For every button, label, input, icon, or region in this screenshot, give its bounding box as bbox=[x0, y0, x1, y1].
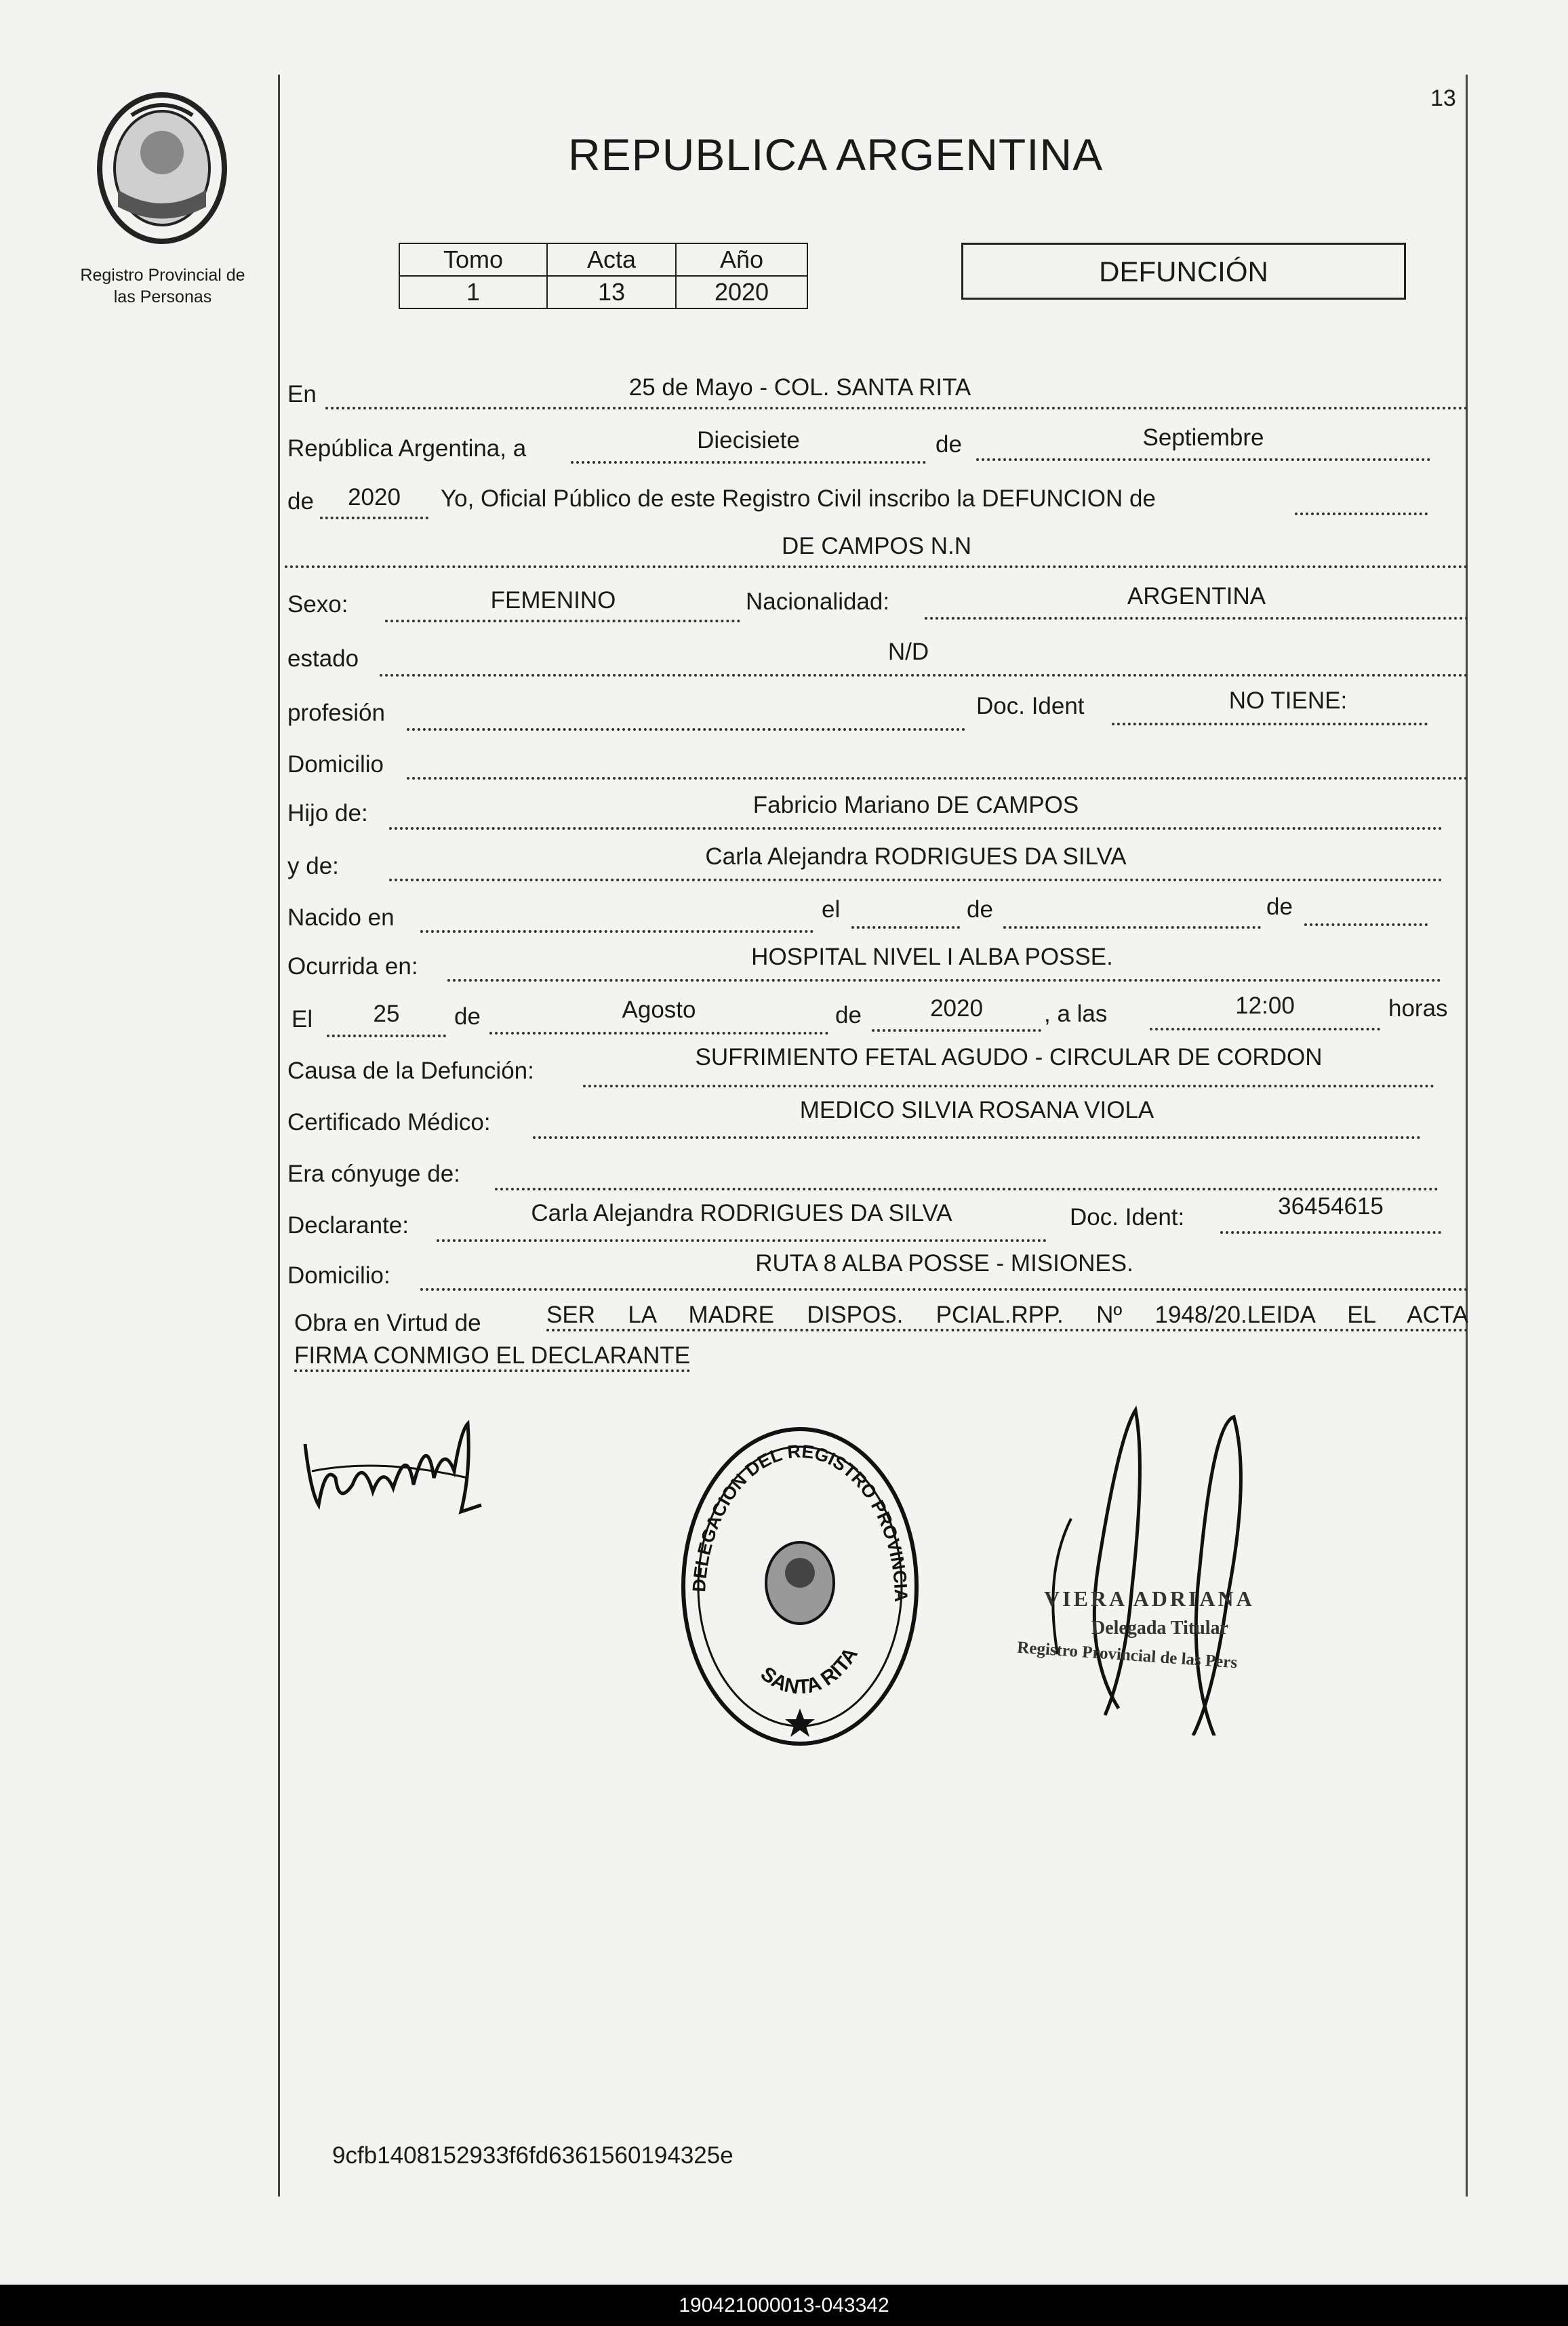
value-year: 2020 bbox=[348, 484, 401, 510]
value-father: Fabricio Mariano DE CAMPOS bbox=[752, 792, 1079, 818]
dots-nacionalidad bbox=[925, 617, 1468, 620]
label-profesion: profesión bbox=[287, 700, 385, 726]
label-sexo: Sexo: bbox=[287, 591, 348, 618]
acta-value: 13 bbox=[547, 276, 676, 308]
record-table bbox=[399, 243, 808, 309]
dots-declarante bbox=[437, 1239, 1047, 1242]
dots-nacido-ano bbox=[1304, 923, 1428, 926]
value-death-day: 25 bbox=[373, 1001, 400, 1027]
label-decl-domicilio: Domicilio: bbox=[287, 1262, 390, 1289]
value-place-of-death: HOSPITAL NIVEL I ALBA POSSE. bbox=[751, 944, 1113, 970]
document-type-box: DEFUNCIÓN bbox=[961, 243, 1406, 300]
dots-certificado bbox=[533, 1136, 1421, 1139]
svg-text:SANTA RITA bbox=[757, 1643, 862, 1698]
label-de: de bbox=[936, 431, 962, 458]
label-domicilio: Domicilio bbox=[287, 751, 384, 778]
dots-year bbox=[320, 517, 428, 519]
provincial-registry-logo bbox=[91, 88, 233, 251]
label-causa: Causa de la Defunción: bbox=[287, 1058, 534, 1084]
value-obra-line1: SER LA MADRE DISPOS. PCIAL.RPP. Nº 1948/20.LEIDA EL ACTA bbox=[546, 1302, 1468, 1331]
label-obra: Obra en Virtud de bbox=[294, 1310, 481, 1336]
dots-y-de bbox=[389, 879, 1443, 881]
label-doc-ident: Doc. Ident bbox=[976, 693, 1085, 719]
value-sex: FEMENINO bbox=[490, 587, 616, 614]
dots-day bbox=[571, 461, 926, 464]
tomo-value: 1 bbox=[399, 276, 547, 308]
label-estado: estado bbox=[287, 645, 359, 672]
label-declarante: Declarante: bbox=[287, 1212, 409, 1239]
label-y-de: y de: bbox=[287, 853, 339, 879]
value-deceased-name: DE CAMPOS N.N bbox=[781, 533, 972, 559]
value-death-month: Agosto bbox=[622, 997, 696, 1023]
dots-doc-ident bbox=[1112, 723, 1428, 725]
label-decl-doc: Doc. Ident: bbox=[1070, 1204, 1185, 1230]
ano-value: 2020 bbox=[676, 276, 807, 308]
dots-month bbox=[976, 458, 1430, 461]
value-day-words: Diecisiete bbox=[697, 427, 800, 454]
label-yo: Yo, Oficial Público de este Registro Civil inscribo la DEFUNCION de bbox=[441, 485, 1156, 512]
dots-hijo-de bbox=[389, 827, 1443, 830]
value-place: 25 de Mayo - COL. SANTA RITA bbox=[628, 374, 971, 401]
dots-nacido-en bbox=[420, 930, 813, 933]
label-de-b: de bbox=[1266, 894, 1293, 920]
label-certificado: Certificado Médico: bbox=[287, 1109, 491, 1136]
value-cause: SUFRIMIENTO FETAL AGUDO - CIRCULAR DE CORDON bbox=[695, 1044, 1323, 1070]
dots-death-time bbox=[1150, 1028, 1380, 1030]
registry-name-line1: Registro Provincial de bbox=[80, 266, 245, 285]
value-declarant-doc: 36454615 bbox=[1278, 1193, 1384, 1220]
right-margin-line bbox=[1466, 75, 1468, 2197]
label-horas: horas bbox=[1388, 995, 1448, 1022]
document-hash: 9cfb1408152933f6fd6361560194325e bbox=[332, 2142, 733, 2169]
document-title: REPUBLICA ARGENTINA bbox=[568, 129, 1104, 180]
value-death-year: 2020 bbox=[930, 995, 983, 1022]
value-declarant-address: RUTA 8 ALBA POSSE - MISIONES. bbox=[755, 1250, 1133, 1277]
dots-estado bbox=[380, 674, 1468, 677]
dots-deceased bbox=[285, 565, 1468, 568]
page-number: 13 bbox=[1430, 85, 1456, 111]
dots-death-year bbox=[872, 1029, 1041, 1032]
delegate-stamp bbox=[1017, 1586, 1329, 1702]
dots-yo bbox=[1295, 513, 1428, 515]
label-de-month: de bbox=[835, 1002, 862, 1028]
label-el: el bbox=[822, 896, 841, 923]
label-de-a: de bbox=[967, 896, 993, 923]
value-civil-status: N/D bbox=[887, 639, 929, 665]
stamp-inner-text: SANTA RITA bbox=[756, 1643, 862, 1699]
label-conyuge: Era cónyuge de: bbox=[287, 1161, 460, 1187]
delegate-title: Delegada Titular bbox=[1091, 1618, 1228, 1639]
delegate-registry: Registro Provincial de las Pers bbox=[1016, 1638, 1239, 1672]
footer-id-bar: 190421000013-043342 bbox=[0, 2285, 1568, 2326]
value-mother: Carla Alejandra RODRIGUES DA SILVA bbox=[705, 843, 1127, 870]
value-death-time: 12:00 bbox=[1235, 992, 1295, 1019]
label-nacionalidad: Nacionalidad: bbox=[746, 588, 890, 615]
dots-decl-doc bbox=[1220, 1231, 1441, 1234]
dots-death-day bbox=[327, 1035, 446, 1037]
value-nationality: ARGENTINA bbox=[1127, 583, 1266, 609]
label-en: En bbox=[287, 381, 317, 407]
stamp-ring-text: DELEGACION DEL REGISTRO PROVINCIA bbox=[689, 1441, 912, 1603]
dots-nacido-mes bbox=[1003, 926, 1261, 929]
dots-death-month bbox=[489, 1032, 828, 1035]
label-nacido-en: Nacido en bbox=[287, 904, 395, 931]
label-a-las: , a las bbox=[1044, 1001, 1108, 1027]
label-republica: República Argentina, a bbox=[287, 435, 527, 462]
label-el-day: El bbox=[292, 1006, 313, 1032]
value-obra-line2: FIRMA CONMIGO EL DECLARANTE bbox=[294, 1342, 690, 1372]
delegation-stamp bbox=[678, 1424, 922, 1749]
left-margin-line bbox=[278, 75, 280, 2197]
registry-name-line2: las Personas bbox=[113, 287, 212, 306]
label-de-year: de bbox=[287, 488, 314, 515]
dots-ocurrida-en bbox=[447, 979, 1441, 982]
value-month-words: Septiembre bbox=[1142, 424, 1264, 451]
dots-domicilio bbox=[407, 777, 1468, 780]
dots-causa bbox=[583, 1085, 1434, 1087]
dots-sexo bbox=[385, 620, 740, 622]
value-declarant: Carla Alejandra RODRIGUES DA SILVA bbox=[531, 1200, 952, 1226]
acta-header: Acta bbox=[547, 243, 676, 276]
delegate-name: VIERA ADRIANA bbox=[1044, 1586, 1255, 1611]
ano-header: Año bbox=[676, 243, 807, 276]
tomo-header: Tomo bbox=[399, 243, 547, 276]
value-doc-ident: NO TIENE: bbox=[1228, 687, 1348, 714]
label-hijo-de: Hijo de: bbox=[287, 800, 368, 826]
label-ocurrida-en: Ocurrida en: bbox=[287, 953, 418, 980]
value-doctor: MEDICO SILVIA ROSANA VIOLA bbox=[799, 1097, 1154, 1123]
label-de-day: de bbox=[454, 1003, 481, 1030]
dots-decl-domicilio bbox=[420, 1288, 1468, 1291]
registry-name bbox=[54, 264, 271, 308]
dots-profesion bbox=[407, 728, 965, 731]
declarant-signature bbox=[298, 1403, 495, 1525]
dots-nacido-dia bbox=[851, 926, 960, 929]
dots-conyuge bbox=[495, 1188, 1439, 1190]
dots-en bbox=[325, 407, 1468, 409]
